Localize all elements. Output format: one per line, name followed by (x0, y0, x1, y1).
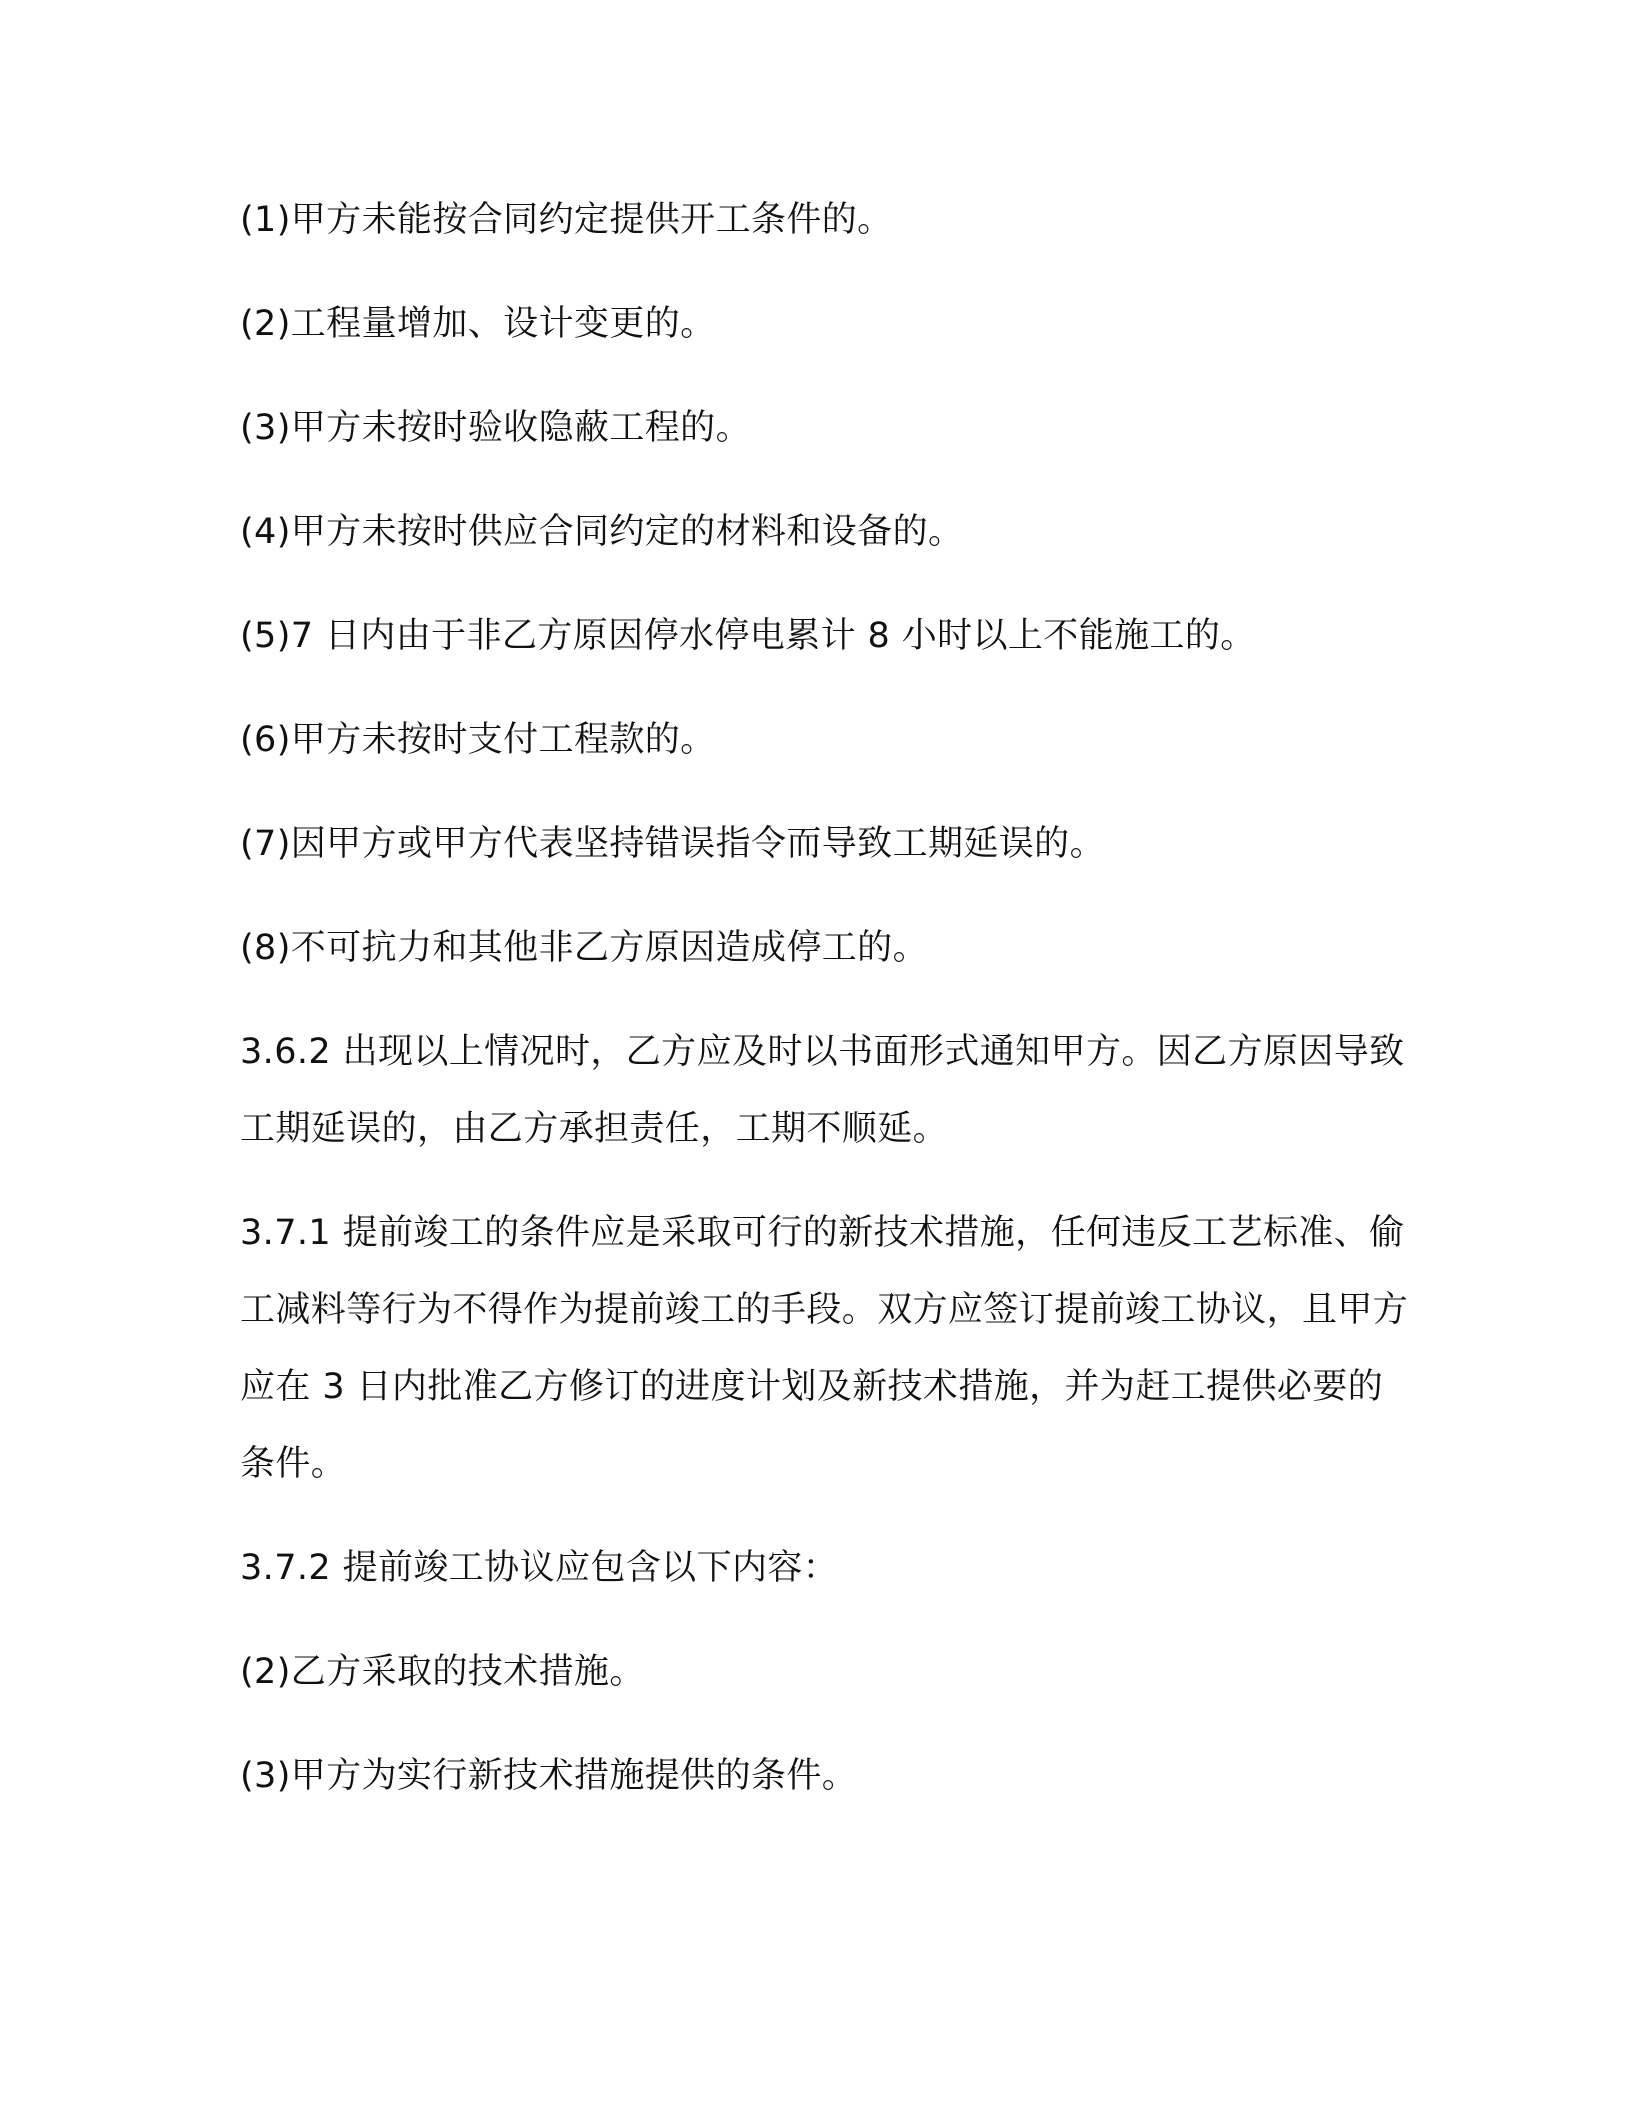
clause-item-1: (1)甲方未能按合同约定提供开工条件的。 (240, 200, 893, 240)
agreement-item-2: (2)乙方采取的技术措施。 (240, 1652, 645, 1692)
agreement-item-3: (3)甲方为实行新技术措施提供的条件。 (240, 1756, 858, 1796)
section-3-7-1: 3.7.1 提前竣工的条件应是采取可行的新技术措施，任何违反工艺标准、偷工减料等行为不得作为提前竣工的手段。双方应签订提前竣工协议，且甲方应在 3 日内批准乙方修订的进度计划及新技术措施，并为赶工提供必要的条件。 (240, 1213, 1409, 1484)
clause-item-5: (5)7 日内由于非乙方原因停水停电累计 8 小时以上不能施工的。 (240, 616, 1256, 656)
clause-item-8: (8)不可抗力和其他非乙方原因造成停工的。 (240, 928, 928, 968)
clause-item-4: (4)甲方未按时供应合同约定的材料和设备的。 (240, 512, 964, 552)
clause-item-7: (7)因甲方或甲方代表坚持错误指令而导致工期延误的。 (240, 824, 1105, 864)
clause-item-3: (3)甲方未按时验收隐蔽工程的。 (240, 408, 751, 448)
clause-item-2: (2)工程量增加、设计变更的。 (240, 304, 716, 344)
clause-item-6: (6)甲方未按时支付工程款的。 (240, 720, 716, 760)
section-3-6-2: 3.6.2 出现以上情况时，乙方应及时以书面形式通知甲方。因乙方原因导致工期延误的，由乙方承担责任，工期不顺延。 (240, 1032, 1405, 1149)
section-3-7-2: 3.7.2 提前竣工协议应包含以下内容： (240, 1548, 839, 1588)
document-body (240, 182, 1415, 1842)
